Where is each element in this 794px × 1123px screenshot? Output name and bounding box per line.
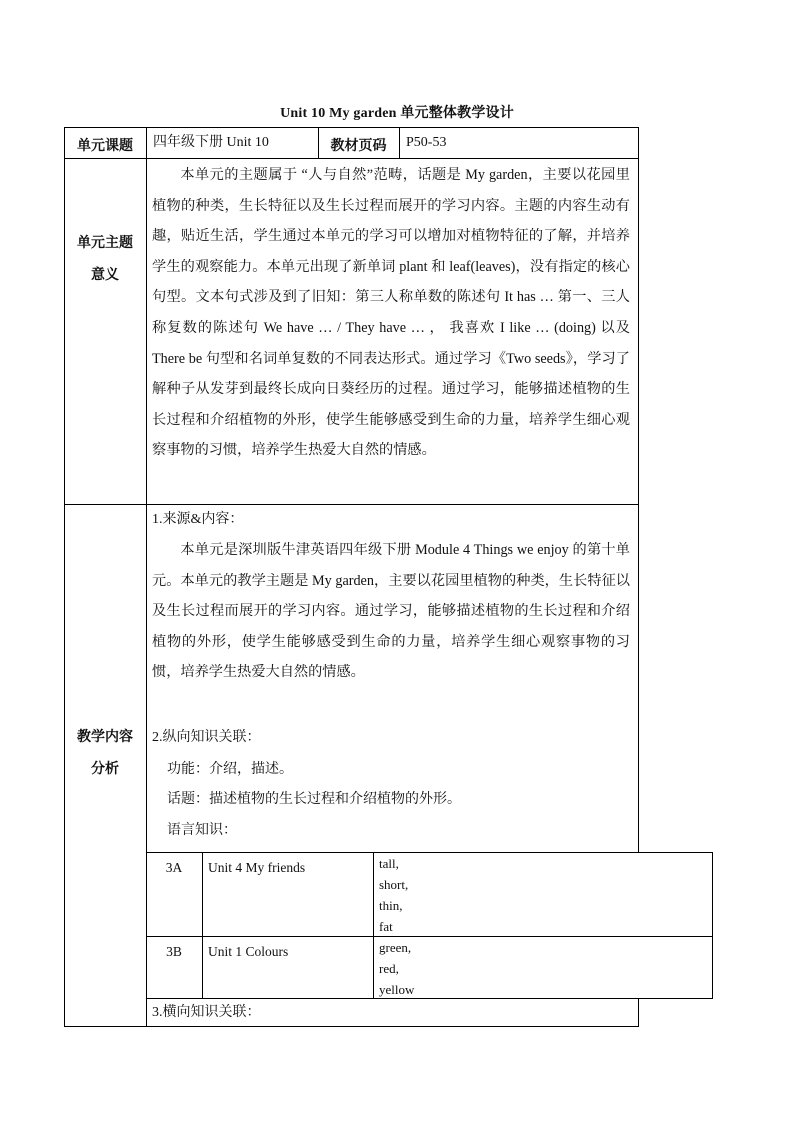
row1-divider-b — [399, 127, 400, 159]
knowledge-table-col2 — [373, 852, 374, 999]
content-analysis-label — [64, 722, 146, 786]
language-line: 语言知识： — [167, 823, 237, 838]
unit-topic-value: 四年级下册 Unit 10 — [153, 135, 269, 150]
table-border-bottom — [64, 1026, 639, 1027]
knowledge-table-right — [712, 852, 713, 999]
word-fat: fat — [379, 919, 393, 934]
knowledge-row-2-grade: 3B — [166, 944, 182, 959]
word-thin: thin, — [379, 898, 403, 913]
knowledge-row-1-words — [379, 853, 408, 937]
section2-heading: 2.纵向知识关联： — [152, 730, 261, 745]
function-line: 功能：介绍，描述。 — [167, 762, 293, 777]
unit-theme-label — [64, 228, 146, 292]
page-title: Unit 10 My garden 单元整体教学设计 — [280, 106, 514, 121]
table-divider-1 — [64, 158, 639, 159]
knowledge-row-2-unit: Unit 1 Colours — [208, 944, 289, 959]
section1-paragraph: 本单元是深圳版牛津英语四年级下册 Module 4 Things we enjoy 的第十单元。本单元的教学主题是 My garden，主要以花园里植物的种类，生长特征以及生长过程而展开的学习内容。通过学习，能够描述植物的生长过程和介绍植物的外形，使学生能够感受到生命的力量，培养学生细心观察事物的习惯，培养学生热爱大自然的情感。 — [152, 542, 630, 681]
word-short: short, — [379, 877, 409, 892]
word-tall: tall, — [379, 856, 399, 871]
section3-heading: 3.横向知识关联： — [152, 1005, 261, 1020]
section1-heading: 1.来源&内容： — [152, 512, 244, 527]
knowledge-table-top — [146, 852, 713, 853]
knowledge-row-1-unit: Unit 4 My friends — [208, 860, 306, 875]
word-yellow: yellow — [379, 982, 415, 997]
textbook-pages-value: P50-53 — [406, 135, 447, 150]
unit-theme-label-line2: 意义 — [91, 268, 119, 283]
content-analysis-label-line1: 教学内容 — [77, 730, 133, 745]
table-border-top — [64, 127, 639, 128]
unit-topic-label: 单元课题 — [77, 139, 133, 154]
word-red: red, — [379, 961, 399, 976]
content-analysis-label-line2: 分析 — [91, 762, 119, 777]
table-border-right-upper — [638, 127, 639, 852]
word-green: green, — [379, 940, 412, 955]
table-divider-2 — [64, 504, 639, 505]
table-border-right-lower — [638, 998, 639, 1027]
knowledge-table-divider — [146, 936, 713, 937]
unit-theme-label-line1: 单元主题 — [77, 236, 133, 251]
unit-theme-paragraph: 本单元的主题属于 “人与自然”范畴，话题是 My garden，主要以花园里植物的种类，生长特征以及生长过程而展开的学习内容。主题的内容生动有趣，贴近生活，学生通过本单元的学习可以增加对植物特征的了解，并培养学生的观察能力。本单元出现了新单词 plant 和 leaf(leaves)，没有指定的核心句型。文本句式涉及到了旧知：第三人称单数的陈述句 It has … 第一、三人称复数的陈述句 We have … / They have … ， 我喜欢 I like … (doing) 以及 There be 句型和名词单复数的不同表达形式。通过学习《Two seeds》，学习了解种子从发芽到最终长成向日葵经历的过程。通过学习，能够描述植物的生长过程和介绍植物的外形，使学生能够感受到生命的力量，培养学生细心观察事物的习惯，培养学生热爱大自然的情感。 — [152, 167, 630, 459]
knowledge-row-2-words — [379, 937, 414, 1000]
knowledge-row-1-grade: 3A — [165, 860, 183, 875]
table-label-divider — [146, 127, 147, 1027]
knowledge-table-col1 — [202, 852, 203, 999]
topic-line: 话题：描述植物的生长过程和介绍植物的外形。 — [167, 792, 461, 807]
textbook-pages-label: 教材页码 — [330, 139, 387, 154]
